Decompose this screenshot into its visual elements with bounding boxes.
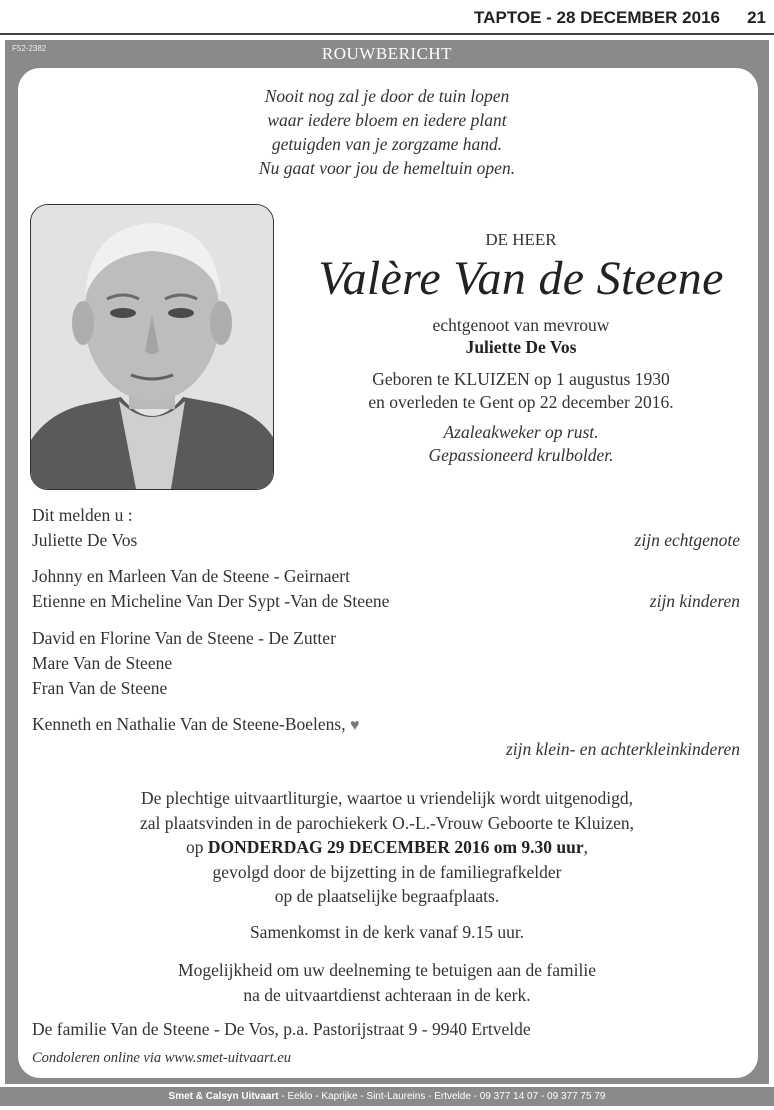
family-address: De familie Van de Steene - De Vos, p.a. Pastorijstraat 9 - 9940 Ertvelde — [32, 1019, 531, 1039]
relation-label: zijn kinderen — [649, 591, 740, 611]
funeral-details — [0, 786, 774, 909]
family-member: Mare Van de Steene — [32, 653, 173, 673]
condolence-info — [0, 958, 774, 1008]
online-condolence-link[interactable]: Condoleren online via www.smet-uitvaart.eu — [32, 1050, 291, 1066]
poem — [0, 84, 774, 180]
funeral-home-footer — [0, 1087, 774, 1106]
family-member: Johnny en Marleen Van de Steene - Geirnaert — [32, 566, 350, 586]
publication-title: TAPTOE - 28 DECEMBER 2016 — [474, 8, 720, 27]
poem-line: waar iedere bloem en iedere plant — [267, 110, 507, 130]
poem-line: Nu gaat voor jou de hemeltuin open. — [258, 158, 516, 178]
funeral-date-line — [0, 835, 774, 860]
birth-line: Geboren te KLUIZEN op 1 augustus 1930 — [372, 369, 670, 389]
funeral-home-details: - Eeklo - Kaprijke - Sint-Laureins - Ertvelde - 09 377 14 07 - 09 377 75 79 — [278, 1091, 606, 1102]
family-group-greatgrandchildren — [32, 712, 740, 762]
family-row — [32, 589, 740, 614]
funeral-line: zal plaatsvinden in de parochiekerk O.-L.-Vrouw Geboorte te Kluizen, — [139, 812, 635, 833]
ad-code: F52-2382 — [12, 44, 47, 53]
funeral-line: op de plaatselijke begraafplaats. — [274, 886, 500, 906]
family-group-grandchildren — [32, 626, 740, 701]
family-member: Fran Van de Steene — [32, 678, 168, 698]
family-row — [32, 528, 740, 553]
family-intro-row — [32, 503, 740, 528]
poem-line: getuigden van je zorgzame hand. — [271, 134, 503, 154]
death-line: en overleden te Gent op 22 december 2016. — [368, 392, 674, 412]
header-divider — [0, 33, 774, 35]
family-intro: Dit melden u : — [32, 505, 133, 525]
relation-label: zijn klein- en achterkleinkinderen — [505, 739, 740, 759]
deceased-intro — [290, 226, 752, 467]
spouse-name: Juliette De Vos — [465, 337, 577, 357]
family-row — [32, 737, 740, 762]
hobbies — [290, 421, 752, 467]
relation-label: zijn echtgenote — [634, 530, 740, 550]
notice-label: ROUWBERICHT — [321, 44, 453, 63]
page-number: 21 — [747, 8, 766, 27]
funeral-date-suffix: , — [583, 837, 589, 857]
family-member: Kenneth en Nathalie Van de Steene-Boelens, — [32, 714, 346, 734]
spouse-intro: echtgenoot van mevrouw — [432, 315, 610, 335]
page-header — [0, 8, 774, 32]
condolence-line: Mogelijkheid om uw deelneming te betuigen aan de familie — [178, 960, 596, 980]
family-group-spouse — [32, 503, 740, 553]
family-member: David en Florine Van de Steene - De Zutter — [32, 628, 336, 648]
hobby-line: Azaleakweker op rust. — [443, 422, 599, 442]
poem-line: Nooit nog zal je door de tuin lopen — [264, 86, 510, 106]
family-member: Etienne en Micheline Van Der Sypt -Van de Steene — [32, 591, 390, 611]
family-group-children — [32, 564, 740, 614]
portrait-photo — [30, 204, 274, 490]
gathering-time: Samenkomst in de kerk vanaf 9.15 uur. — [249, 922, 525, 942]
family-member: Juliette De Vos — [32, 530, 138, 550]
deceased-name: Valère Van de Steene — [318, 252, 724, 305]
funeral-line: gevolgd door de bijzetting in de familiegrafkelder — [212, 861, 562, 882]
heart-icon: ♥ — [349, 717, 360, 734]
family-row — [32, 564, 740, 589]
family-row — [32, 676, 740, 701]
condolence-line: na de uitvaartdienst achteraan in de kerk. — [243, 985, 531, 1005]
funeral-line: De plechtige uitvaartliturgie, waartoe u vriendelijk wordt uitgenodigd, — [141, 788, 633, 808]
hobby-line: Gepassioneerd krulbolder. — [428, 445, 614, 465]
funeral-home-name: Smet & Calsyn Uitvaart — [168, 1091, 279, 1102]
family-row — [32, 651, 740, 676]
family-row — [32, 712, 740, 737]
honorific: DE HEER — [485, 230, 557, 249]
birth-death-info — [290, 368, 752, 414]
funeral-date-prefix: op — [185, 837, 208, 857]
funeral-date: DONDERDAG 29 DECEMBER 2016 om 9.30 uur — [207, 837, 584, 857]
family-row — [32, 626, 740, 651]
